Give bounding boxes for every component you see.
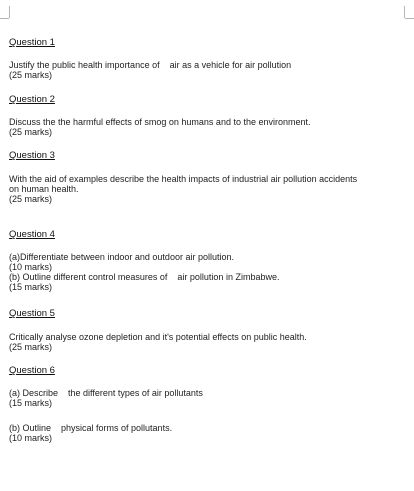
question-line: (a)Differentiate between indoor and outdoor air pollution. bbox=[9, 252, 234, 262]
question-marks: (25 marks) bbox=[9, 70, 53, 80]
question-5 bbox=[9, 309, 55, 321]
question-5-text bbox=[9, 332, 307, 352]
crop-mark-top-left-vertical bbox=[9, 6, 10, 18]
question-marks: (25 marks) bbox=[9, 342, 53, 352]
crop-mark-top-left bbox=[0, 18, 9, 31]
question-1-text bbox=[9, 60, 291, 80]
question-line: Justify the public health importance of air as a vehicle for air pollution bbox=[9, 60, 292, 70]
question-marks: (25 marks) bbox=[9, 194, 53, 204]
question-heading: Question 2 bbox=[9, 94, 55, 105]
question-heading: Question 3 bbox=[9, 150, 55, 161]
question-marks: (25 marks) bbox=[9, 127, 53, 137]
question-heading: Question 6 bbox=[9, 365, 55, 376]
question-1 bbox=[9, 38, 55, 50]
question-line: Critically analyse ozone depletion and it's potential effects on public health. bbox=[9, 332, 307, 342]
question-2 bbox=[9, 95, 55, 107]
question-4 bbox=[9, 230, 55, 242]
question-6b-text bbox=[9, 423, 172, 443]
question-line: Discuss the the harmful effects of smog on humans and to the environment. bbox=[9, 117, 311, 127]
question-line: (b) Outline physical forms of pollutants. bbox=[9, 423, 173, 433]
question-line: on human health. bbox=[9, 184, 79, 194]
question-marks: (10 marks) bbox=[9, 262, 53, 272]
question-marks: (15 marks) bbox=[9, 282, 53, 292]
question-line: With the aid of examples describe the health impacts of industrial air pollution accidents bbox=[9, 174, 358, 184]
question-3 bbox=[9, 151, 55, 163]
question-4-text bbox=[9, 252, 279, 292]
crop-mark-top-right bbox=[405, 18, 414, 31]
crop-mark-top-right-vertical bbox=[404, 6, 405, 18]
question-marks: (10 marks) bbox=[9, 433, 53, 443]
question-line: (b) Outline different control measures of air pollution in Zimbabwe. bbox=[9, 272, 280, 282]
question-3-text bbox=[9, 174, 357, 204]
question-2-text bbox=[9, 117, 311, 137]
question-heading: Question 1 bbox=[9, 37, 55, 48]
question-marks: (15 marks) bbox=[9, 398, 53, 408]
question-6 bbox=[9, 366, 55, 378]
question-line: (a) Describe the different types of air pollutants bbox=[9, 388, 203, 398]
question-heading: Question 5 bbox=[9, 308, 55, 319]
question-6a-text bbox=[9, 388, 203, 408]
question-heading: Question 4 bbox=[9, 229, 55, 240]
